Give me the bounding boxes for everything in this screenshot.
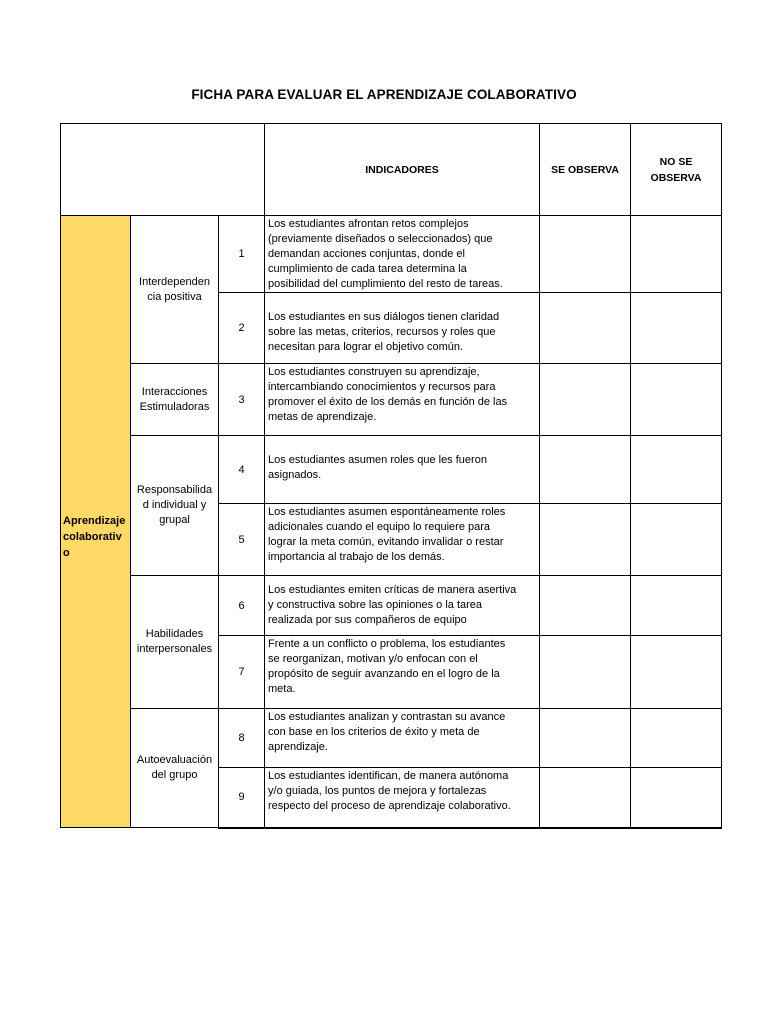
se-observa-cell[interactable] (540, 293, 631, 364)
no-se-observa-cell[interactable] (631, 216, 722, 293)
dimension-autoevaluacion: Autoevaluación del grupo (131, 709, 219, 828)
category-label-line2: colaborativ (63, 530, 122, 543)
category-label-line3: o (63, 546, 70, 559)
dimension-interdependencia: Interdependen cia positiva (131, 216, 219, 364)
indicator-text: Los estudiantes emiten críticas de manera asertiva y constructiva sobre las opiniones o la tarea realizada por sus compañeros de equipo (265, 576, 540, 636)
no-se-observa-cell[interactable] (631, 636, 722, 709)
header-indicadores: INDICADORES (265, 124, 540, 216)
indicator-number: 3 (219, 364, 265, 436)
dimension-responsabilidad: Responsabilida d individual y grupal (131, 436, 219, 576)
indicator-number: 4 (219, 436, 265, 504)
indicator-text: Los estudiantes construyen su aprendizaje, intercambiando conocimientos y recursos para promover el éxito de los demás en función de las metas de aprendizaje. (265, 364, 540, 436)
header-no-se-observa-line1: NO SE (659, 155, 693, 168)
se-observa-cell[interactable] (540, 709, 631, 768)
no-se-observa-cell[interactable] (631, 436, 722, 504)
no-se-observa-cell[interactable] (631, 768, 722, 828)
indicator-number: 6 (219, 576, 265, 636)
indicator-number: 9 (219, 768, 265, 828)
no-se-observa-cell[interactable] (631, 364, 722, 436)
indicator-number: 7 (219, 636, 265, 709)
indicator-text: Los estudiantes en sus diálogos tienen claridad sobre las metas, criterios, recursos y roles que necesitan para lograr el objetivo común. (265, 293, 540, 364)
dimension-interacciones: Interacciones Estimuladoras (131, 364, 219, 436)
se-observa-cell[interactable] (540, 636, 631, 709)
se-observa-cell[interactable] (540, 364, 631, 436)
category-cell (61, 216, 131, 828)
no-se-observa-cell[interactable] (631, 709, 722, 768)
indicator-text: Los estudiantes asumen roles que les fueron asignados. (265, 436, 540, 504)
table-row (61, 709, 722, 768)
se-observa-cell[interactable] (540, 216, 631, 293)
no-se-observa-cell[interactable] (631, 293, 722, 364)
indicator-text: Los estudiantes afrontan retos complejos (previamente diseñados o seleccionados) que demandan acciones conjuntas, donde el cumplimiento de cada tarea determina la posibilidad del cumplimiento del resto de tareas. (265, 216, 540, 293)
table-row (61, 216, 722, 293)
evaluation-table (60, 123, 722, 829)
indicator-text: Frente a un conflicto o problema, los estudiantes se reorganizan, motivan y/o enfocan con el propósito de seguir avanzando en el logro de la meta. (265, 636, 540, 709)
no-se-observa-cell[interactable] (631, 504, 722, 576)
indicator-text: Los estudiantes analizan y contrastan su avance con base en los criterios de éxito y meta de aprendizaje. (265, 709, 540, 768)
indicator-text: Los estudiantes asumen espontáneamente roles adicionales cuando el equipo lo requiere para lograr la meta común, evitando invalidar o restar importancia al trabajo de los demás. (265, 504, 540, 576)
se-observa-cell[interactable] (540, 504, 631, 576)
indicator-number: 1 (219, 216, 265, 293)
header-se-observa: SE OBSERVA (540, 124, 631, 216)
indicator-number: 5 (219, 504, 265, 576)
table-row (61, 364, 722, 436)
table-row (61, 576, 722, 636)
table-row (61, 436, 722, 504)
header-empty-cell (61, 124, 265, 216)
header-no-se-observa (631, 124, 722, 216)
se-observa-cell[interactable] (540, 768, 631, 828)
no-se-observa-cell[interactable] (631, 576, 722, 636)
category-label-line1: Aprendizaje (63, 514, 126, 527)
header-no-se-observa-line2: OBSERVA (650, 171, 702, 184)
indicator-number: 8 (219, 709, 265, 768)
indicator-text: Los estudiantes identifican, de manera autónoma y/o guiada, los puntos de mejora y fortalezas respecto del proceso de aprendizaje colaborativo. (265, 768, 540, 828)
se-observa-cell[interactable] (540, 576, 631, 636)
se-observa-cell[interactable] (540, 436, 631, 504)
dimension-habilidades: Habilidades interpersonales (131, 576, 219, 709)
header-row (61, 124, 722, 216)
indicator-number: 2 (219, 293, 265, 364)
page-title: FICHA PARA EVALUAR EL APRENDIZAJE COLABORATIVO (191, 87, 577, 102)
